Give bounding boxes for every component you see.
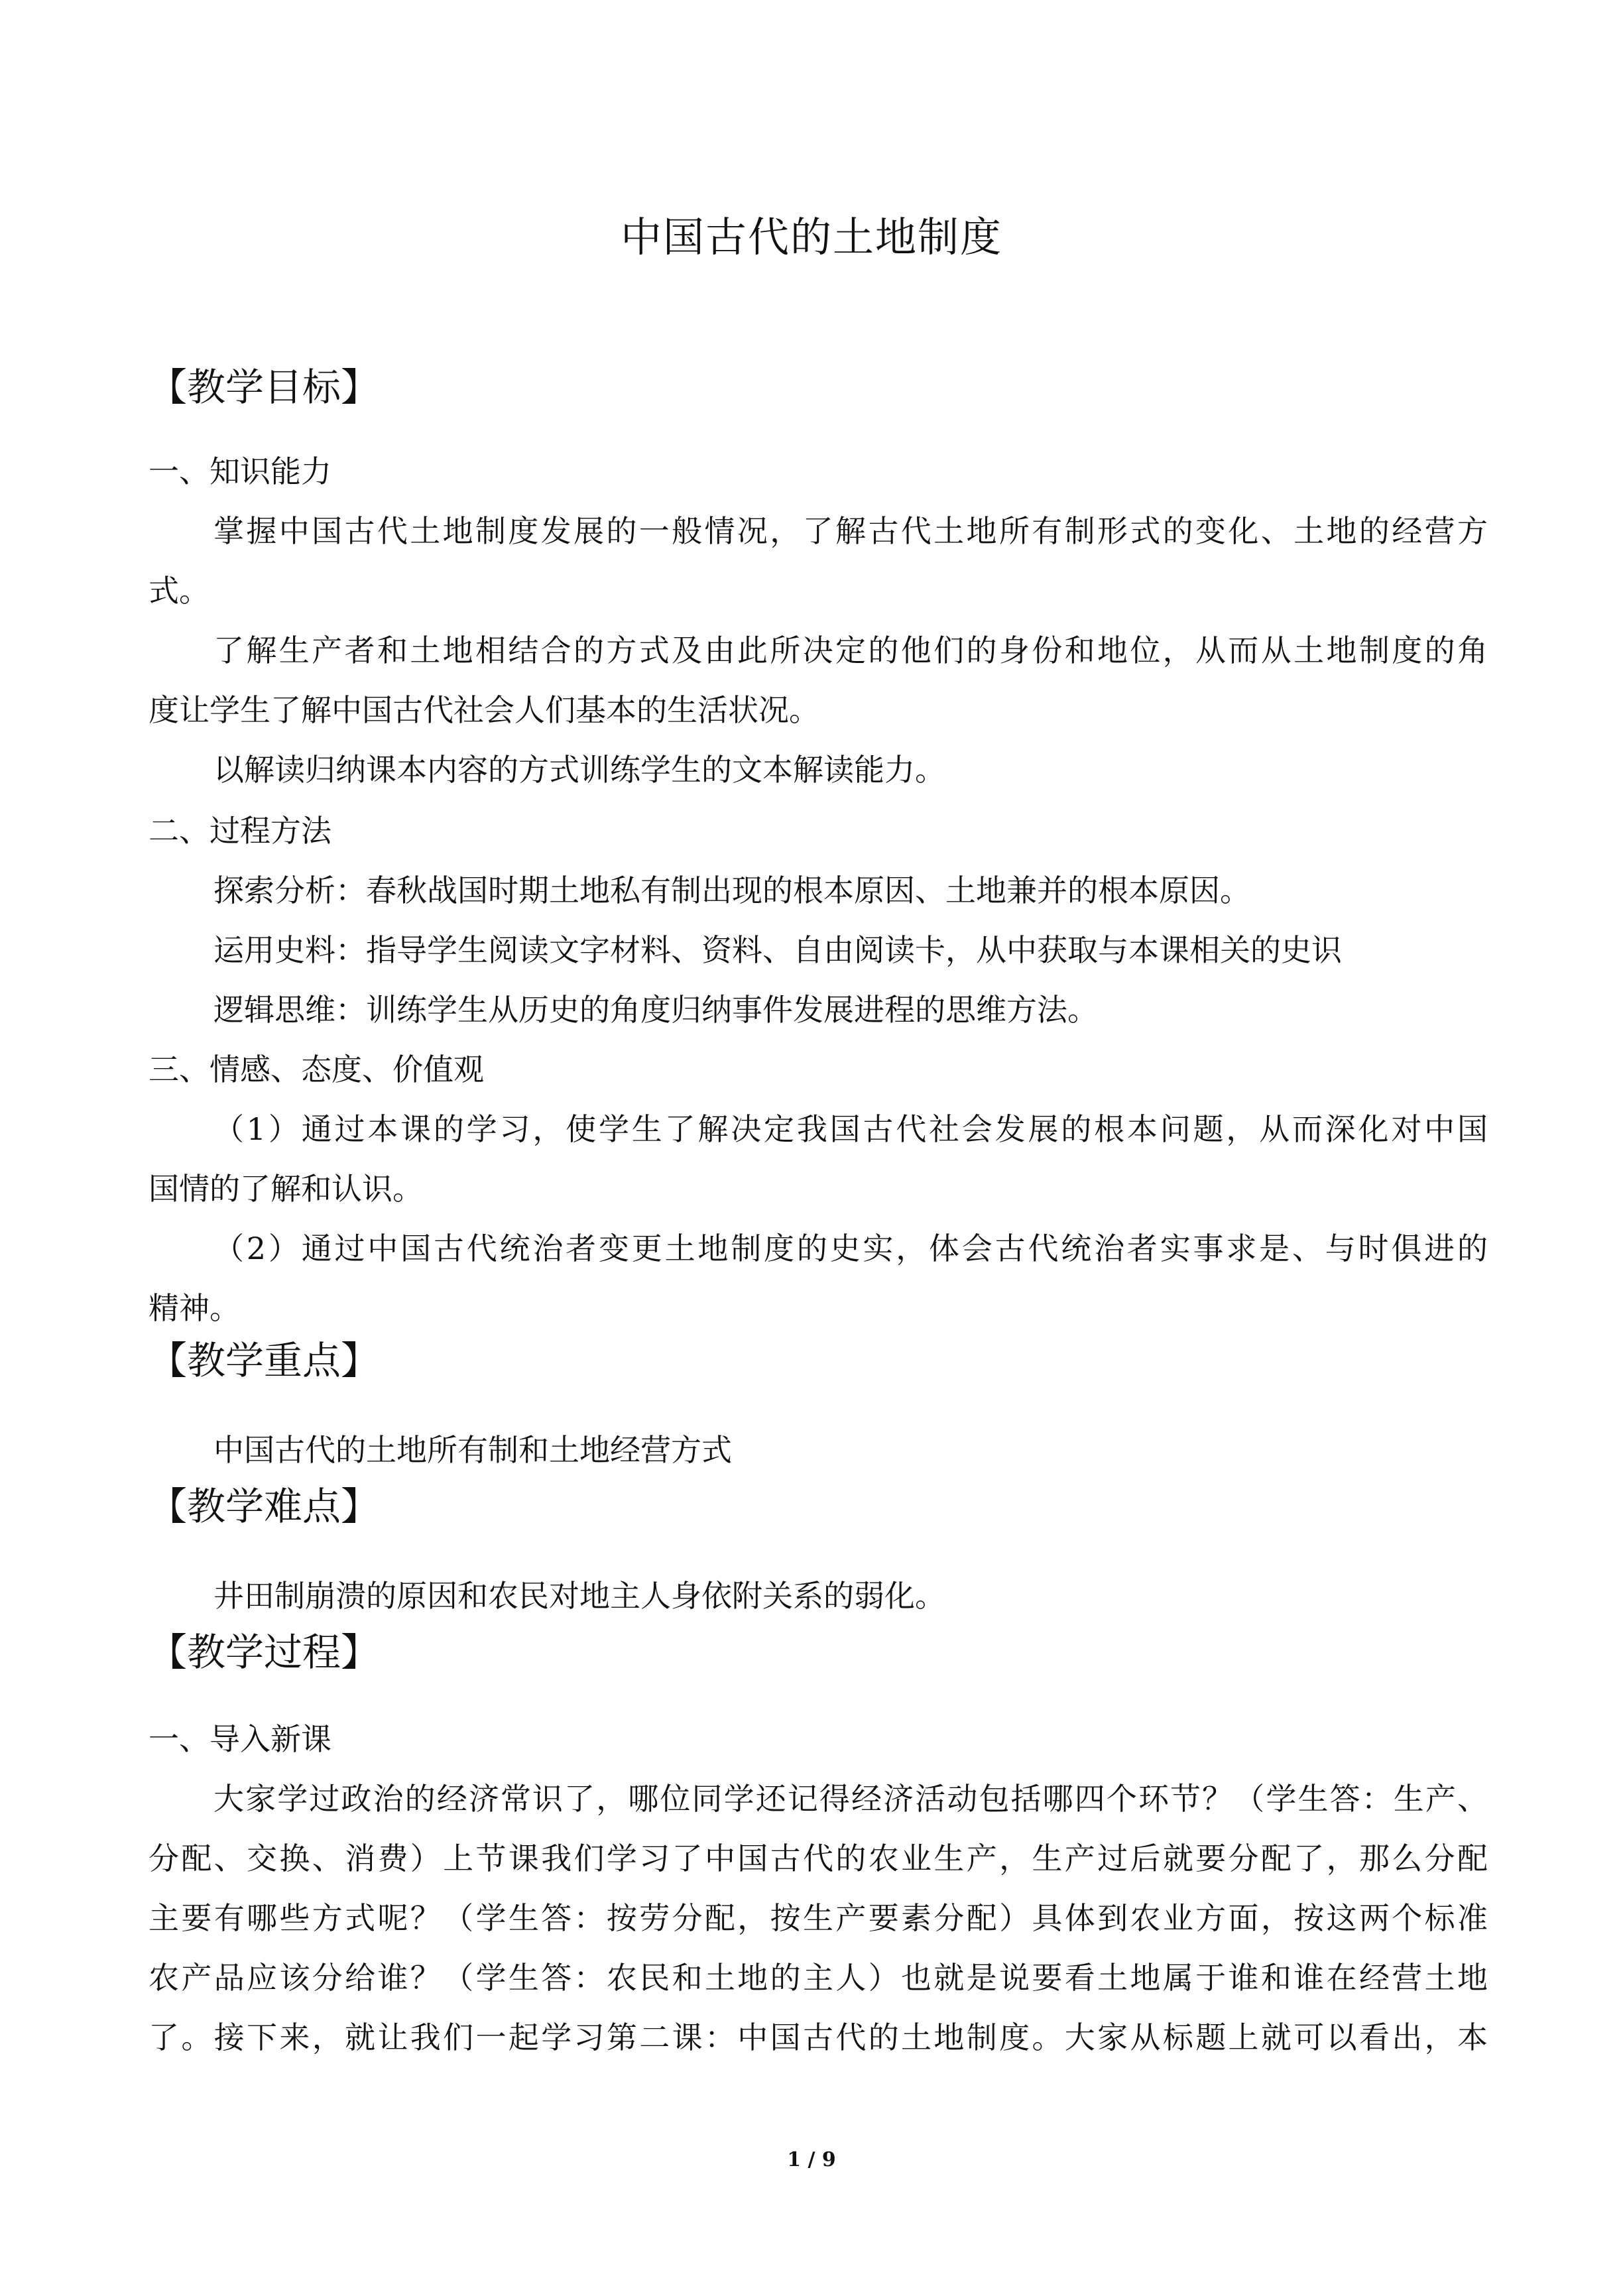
paragraph-line: （1）通过本课的学习，使学生了解决定我国古代社会发展的根本问题，从而深化对中国: [213, 1111, 1488, 1147]
objectives-section-2-title: 二、过程方法: [149, 813, 331, 849]
paragraph-line: 探索分析：春秋战国时期土地私有制出现的根本原因、土地兼并的根本原因。: [213, 873, 1250, 908]
paragraph-line: 运用史料：指导学生阅读文字材料、资料、自由阅读卡，从中获取与本课相关的史识: [213, 932, 1342, 968]
heading-difficulties: 【教学难点】: [149, 1484, 380, 1529]
key-points-text: 中国古代的土地所有制和土地经营方式: [213, 1432, 732, 1468]
paragraph-line: 逻辑思维：训练学生从历史的角度归纳事件发展进程的思维方法。: [213, 992, 1098, 1028]
document-title: 中国古代的土地制度: [620, 213, 1002, 261]
heading-objectives: 【教学目标】: [149, 365, 380, 410]
paragraph-line: 式。: [149, 573, 210, 609]
paragraph-line: 度让学生了解中国古代社会人们基本的生活状况。: [149, 692, 819, 728]
objectives-section-1-title: 一、知识能力: [149, 453, 331, 489]
paragraph-line: 分配、交换、消费）上节课我们学习了中国古代的农业生产，生产过后就要分配了，那么分配: [149, 1841, 1488, 1876]
paragraph-line: 农产品应该分给谁？（学生答：农民和土地的主人）也就是说要看土地属于谁和谁在经营土地: [149, 1960, 1488, 1996]
paragraph-line: 主要有哪些方式呢？（学生答：按劳分配，按生产要素分配）具体到农业方面，按这两个标准: [149, 1900, 1488, 1936]
difficulties-text: 井田制崩溃的原因和农民对地主人身依附关系的弱化。: [213, 1578, 945, 1614]
paragraph-line: （2）通过中国古代统治者变更土地制度的史实，体会古代统治者实事求是、与时俱进的: [213, 1231, 1488, 1266]
paragraph-line: 国情的了解和认识。: [149, 1171, 423, 1207]
paragraph-line: 精神。: [149, 1290, 240, 1326]
paragraph-line: 了。接下来，就让我们一起学习第二课：中国古代的土地制度。大家从标题上就可以看出，本: [149, 2020, 1488, 2055]
paragraph-line: 掌握中国古代土地制度发展的一般情况，了解古代土地所有制形式的变化、土地的经营方: [213, 513, 1488, 549]
objectives-section-3-title: 三、情感、态度、价值观: [149, 1052, 484, 1087]
paragraph-line: 了解生产者和土地相结合的方式及由此所决定的他们的身份和地位，从而从土地制度的角: [213, 633, 1488, 668]
paragraph-line: 以解读归纳课本内容的方式训练学生的文本解读能力。: [213, 752, 945, 788]
process-section-1-title: 一、导入新课: [149, 1721, 331, 1757]
page-number: 1 / 9: [787, 2148, 836, 2171]
paragraph-line: 大家学过政治的经济常识了，哪位同学还记得经济活动包括哪四个环节？（学生答：生产、: [213, 1781, 1488, 1817]
heading-process: 【教学过程】: [149, 1630, 380, 1675]
heading-key-points: 【教学重点】: [149, 1338, 380, 1383]
